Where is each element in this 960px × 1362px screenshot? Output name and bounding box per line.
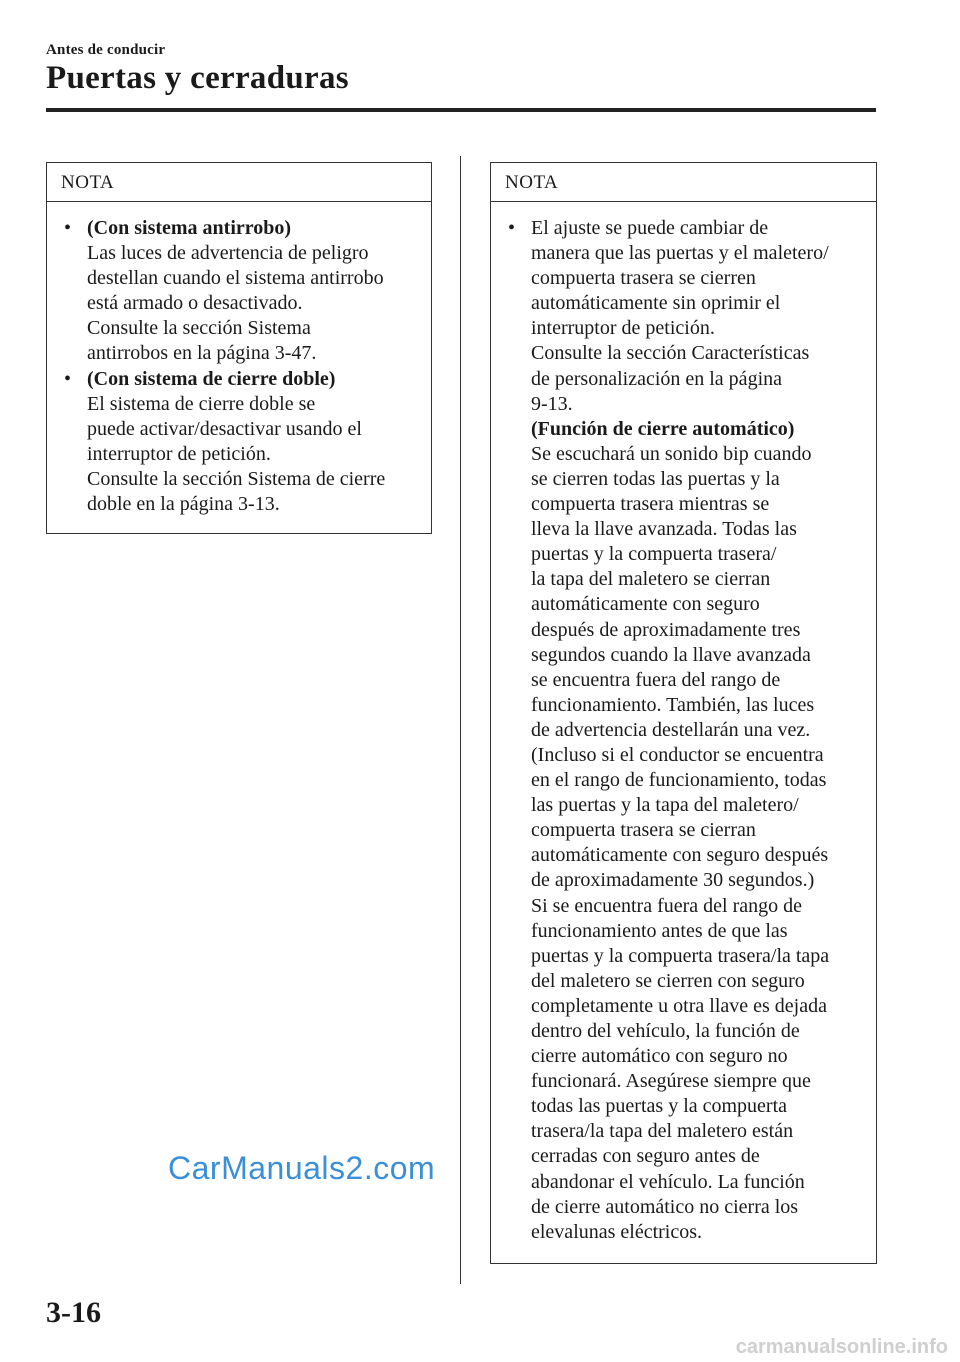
note-text-line: automáticamente con seguro <box>531 593 760 616</box>
note-item <box>61 367 423 518</box>
note-text-line: las puertas y la tapa del maletero/ <box>531 794 799 817</box>
note-text-line: puertas y la compuerta trasera/la tapa <box>531 944 830 967</box>
note-box-right <box>490 162 877 1264</box>
bullet-icon: • <box>64 367 72 390</box>
page-title: Puertas y cerraduras <box>46 60 349 96</box>
note-text-line: en el rango de funcionamiento, todas <box>531 769 827 792</box>
note-text-line: la tapa del maletero se cierran <box>531 568 771 591</box>
note-text-line: interruptor de petición. <box>531 317 715 340</box>
note-text-line: elevalunas eléctricos. <box>531 1220 703 1243</box>
note-text-line: compuerta trasera se cierran <box>531 819 756 842</box>
note-text-line: después de aproximadamente tres <box>531 618 801 641</box>
note-text-line: completamente u otra llave es dejada <box>531 994 827 1017</box>
bullet-icon: • <box>508 217 516 239</box>
note-text-line: del maletero se cierren con seguro <box>531 969 805 992</box>
note-text-line: está armado o desactivado. <box>87 292 303 315</box>
note-text-line: compuerta trasera se cierren <box>531 267 756 290</box>
note-text-line: lleva la llave avanzada. Todas las <box>531 518 797 541</box>
page-number: 3-16 <box>46 1296 101 1329</box>
note-text-line: de aproximadamente 30 segundos.) <box>531 869 815 892</box>
note-heading: NOTA <box>47 163 431 202</box>
note-text-line: (Incluso si el conductor se encuentra <box>531 743 824 766</box>
note-text-line: dentro del vehículo, la función de <box>531 1020 800 1042</box>
note-text-line: trasera/la tapa del maletero están <box>531 1120 794 1143</box>
note-text-line: cierre automático con seguro no <box>531 1045 788 1068</box>
note-text-line: segundos cuando la llave avanzada <box>531 643 811 666</box>
note-text-line: funcionará. Asegúrese siempre que <box>531 1070 811 1093</box>
note-text-line: Consulte la sección Características <box>531 342 810 365</box>
note-text-line: Si se encuentra fuera del rango de <box>531 894 802 917</box>
note-item-title: (Con sistema de cierre doble) <box>87 367 336 390</box>
note-item-title: (Con sistema antirrobo) <box>87 217 292 239</box>
note-text-line: El sistema de cierre doble se <box>87 392 316 415</box>
column-divider <box>460 156 461 1284</box>
section-label: Antes de conducir <box>46 42 166 58</box>
watermark-logo: CarManuals2.com <box>168 1150 436 1186</box>
note-text-line: se cierren todas las puertas y la <box>531 467 780 490</box>
footer-watermark: carmanualsonline.info <box>735 1336 948 1358</box>
note-text-line: automáticamente sin oprimir el <box>531 292 781 315</box>
note-text-line: puertas y la compuerta trasera/ <box>531 543 777 566</box>
note-item <box>61 216 423 367</box>
note-item <box>505 216 868 1245</box>
note-box-left <box>46 162 432 534</box>
note-text-line: compuerta trasera mientras se <box>531 493 770 516</box>
note-text-line: 9-13. <box>531 392 573 415</box>
note-text-line: automáticamente con seguro después <box>531 844 829 867</box>
note-text-line: cerradas con seguro antes de <box>531 1145 760 1168</box>
note-text-line: abandonar el vehículo. La función <box>531 1170 805 1193</box>
note-subtitle: (Función de cierre automático) <box>531 417 795 440</box>
note-text-line: doble en la página 3-13. <box>87 493 280 516</box>
note-text-line: funcionamiento. También, las luces <box>531 693 815 716</box>
note-text-line: Consulte la sección Sistema de cierre <box>87 467 386 490</box>
note-body <box>47 202 431 517</box>
note-text-line: funcionamiento antes de que las <box>531 919 788 942</box>
title-rule <box>46 108 876 112</box>
bullet-icon: • <box>64 217 72 239</box>
note-text-line: destellan cuando el sistema antirrobo <box>87 267 384 290</box>
note-text-line: El ajuste se puede cambiar de <box>531 217 769 239</box>
note-body <box>491 202 876 1245</box>
note-text-line: manera que las puertas y el maletero/ <box>531 242 829 265</box>
note-text-line: se encuentra fuera del rango de <box>531 668 781 691</box>
note-text-line: de personalización en la página <box>531 367 782 390</box>
note-text-line: Las luces de advertencia de peligro <box>87 242 369 265</box>
note-text-line: puede activar/desactivar usando el <box>87 417 362 440</box>
note-text-line: de cierre automático no cierra los <box>531 1195 799 1218</box>
note-heading: NOTA <box>491 163 876 202</box>
note-text-line: Consulte la sección Sistema <box>87 317 311 340</box>
note-text-line: de advertencia destellarán una vez. <box>531 718 811 741</box>
note-text-line: antirrobos en la página 3-47. <box>87 342 317 365</box>
note-text-line: todas las puertas y la compuerta <box>531 1095 788 1118</box>
note-text-line: Se escuchará un sonido bip cuando <box>531 442 812 465</box>
note-text-line: interruptor de petición. <box>87 442 271 465</box>
